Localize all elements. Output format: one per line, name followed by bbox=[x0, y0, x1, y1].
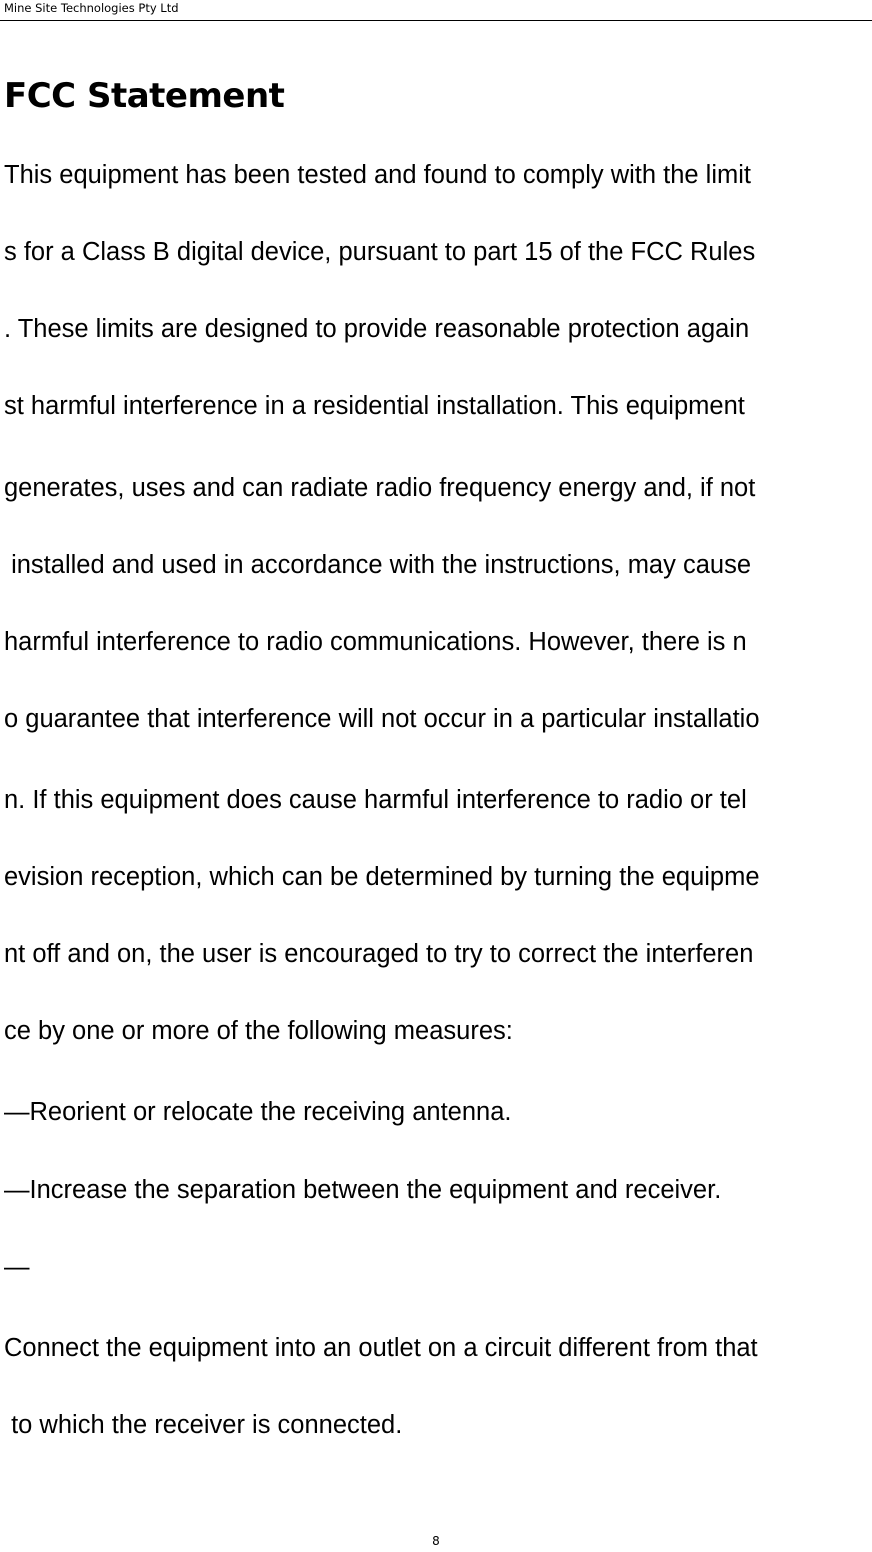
measure-item: —Increase the separation between the equipment and receiver. bbox=[4, 1176, 722, 1204]
body-line: . These limits are designed to provide reasonable protection again bbox=[4, 315, 750, 343]
body-line: o guarantee that interference will not occur in a particular installatio bbox=[4, 705, 760, 733]
header-company-name: Mine Site Technologies Pty Ltd bbox=[4, 1, 179, 15]
body-line: s for a Class B digital device, pursuant to part 15 of the FCC Rules bbox=[4, 238, 756, 266]
page-header bbox=[0, 0, 872, 21]
body-line: to which the receiver is connected. bbox=[4, 1411, 403, 1439]
measure-item: —Reorient or relocate the receiving antenna. bbox=[4, 1098, 512, 1126]
body-line: st harmful interference in a residential installation. This equipment bbox=[4, 392, 745, 420]
body-line: harmful interference to radio communications. However, there is n bbox=[4, 628, 747, 656]
measure-item: Connect the equipment into an outlet on a circuit different from that bbox=[4, 1334, 758, 1362]
body-line: nt off and on, the user is encouraged to try to correct the interferen bbox=[4, 940, 754, 968]
body-line: This equipment has been tested and found to comply with the limit bbox=[4, 161, 752, 189]
body-line: generates, uses and can radiate radio frequency energy and, if not bbox=[4, 474, 756, 502]
page-number: 8 bbox=[432, 1534, 440, 1548]
body-line: ce by one or more of the following measures: bbox=[4, 1017, 513, 1045]
body-line: n. If this equipment does cause harmful interference to radio or tel bbox=[4, 786, 747, 814]
page-title: FCC Statement bbox=[4, 76, 285, 116]
body-line: installed and used in accordance with the instructions, may cause bbox=[4, 551, 751, 579]
measure-dash: — bbox=[4, 1253, 30, 1281]
body-line: evision reception, which can be determined by turning the equipme bbox=[4, 863, 760, 891]
